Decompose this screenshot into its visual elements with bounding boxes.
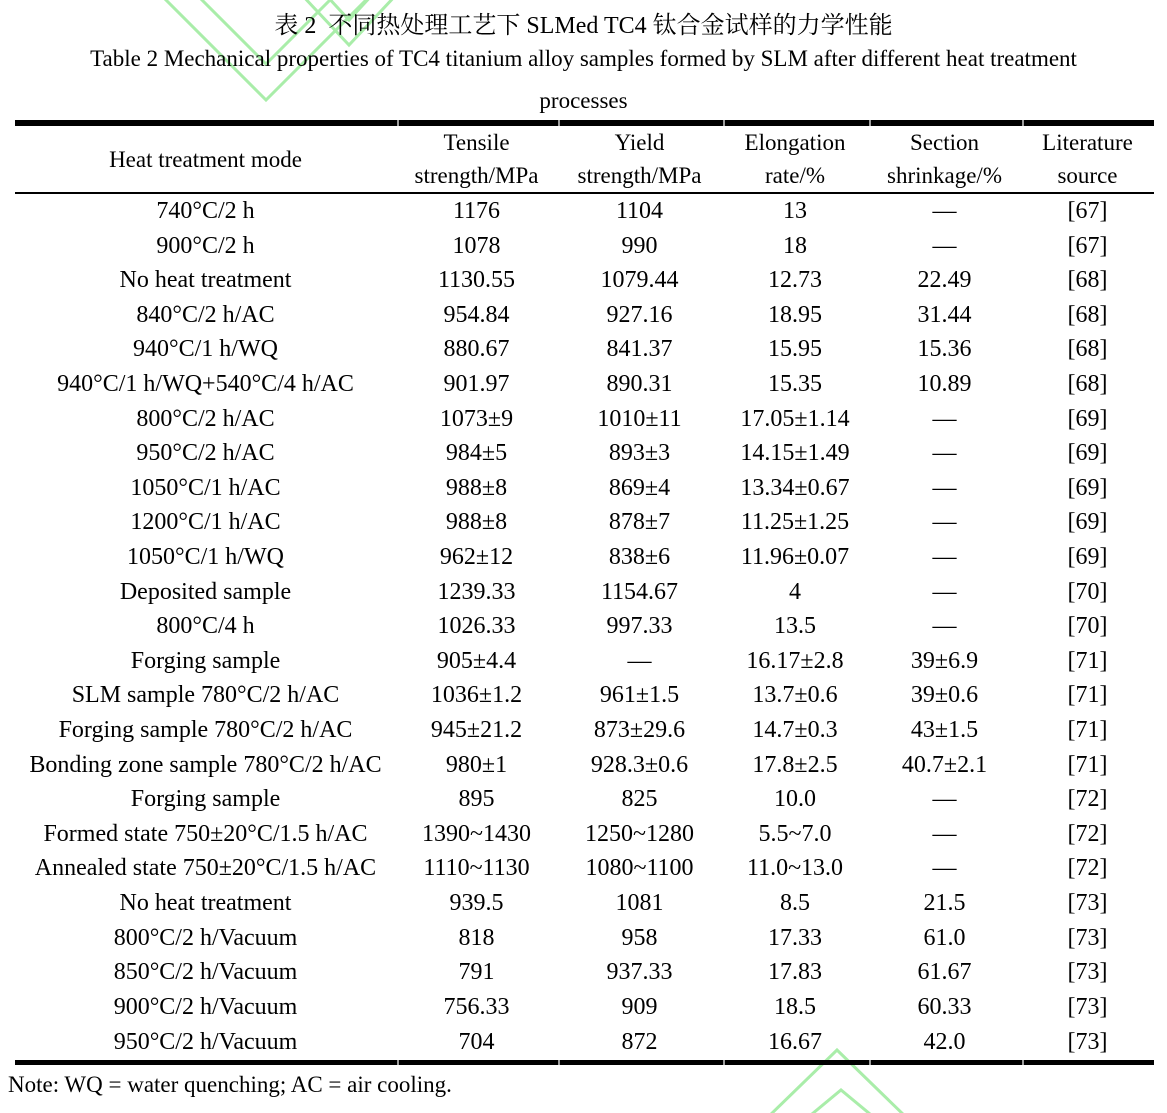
table-cell: 60.33 [917,993,972,1020]
table-cell: 15.95 [768,336,822,363]
table-cell: 16.67 [768,1028,822,1055]
table-cell: 840°C/2 h/AC [136,301,275,328]
table-cell: 880.67 [443,336,510,363]
table-cell: 893±3 [608,440,671,467]
table-cell: Forging sample 780°C/2 h/AC [58,716,353,743]
table-cell: Formed state 750±20°C/1.5 h/AC [43,820,368,847]
table-cell: SLM sample 780°C/2 h/AC [71,682,340,709]
table-cell: 988±8 [445,474,508,501]
table-cell: 10.0 [774,786,816,813]
table-cell: [69] [1067,405,1108,432]
table-cell: 5.5~7.0 [758,820,832,847]
table-cell: 950°C/2 h/AC [136,440,275,467]
header-line: rate/% [764,163,825,188]
table-cell: [72] [1067,820,1108,847]
table-cell: 1250~1280 [585,820,694,847]
column-tick [558,120,560,126]
table-row [15,852,1154,887]
table-cell: — [932,474,957,501]
table-cell: — [932,405,957,432]
header-line: Elongation [744,130,846,155]
table-cell: Annealed state 750±20°C/1.5 h/AC [34,855,377,882]
table-cell: — [627,647,652,674]
table-cell: 1026.33 [437,613,516,640]
table-cell: Forging sample [130,647,281,674]
table-cell: 1036±1.2 [430,682,523,709]
table-cell: 945±21.2 [430,716,523,743]
table-cell: [68] [1067,336,1108,363]
table-cell: 15.36 [917,336,972,363]
table-cell: 1130.55 [437,267,516,294]
table-cell: 1073±9 [439,405,514,432]
table-cell: 791 [458,959,495,986]
table-cell: 997.33 [606,613,673,640]
table-cell: 61.0 [923,924,966,951]
table-cell: 31.44 [917,301,972,328]
table-cell: 13.34±0.67 [740,474,850,501]
table-cell: 740°C/2 h [156,197,255,224]
table-cell: [73] [1067,993,1108,1020]
table-row [15,229,1154,264]
table-cell: [67] [1067,197,1108,224]
table-cell: 940°C/1 h/WQ+540°C/4 h/AC [57,371,354,398]
table-row [15,471,1154,506]
table-row [15,782,1154,817]
table-cell: 895 [458,786,495,813]
table-cell: 909 [621,993,658,1020]
table-cell: [70] [1067,578,1108,605]
table-row [15,193,1154,229]
table-cell: 11.96±0.07 [740,544,850,571]
column-tick [1022,1060,1024,1065]
table-cell: 1050°C/1 h/WQ [127,544,284,571]
table-cell: [70] [1067,613,1108,640]
table-cell: 928.3±0.6 [590,751,689,778]
table-row [15,1025,1154,1063]
table-cell: 4 [789,578,801,605]
table-row [15,748,1154,783]
table-cell: 40.7±2.1 [901,751,988,778]
table-cell: [69] [1067,509,1108,536]
header-yield-strength [557,123,722,193]
table-cell: 43±1.5 [910,716,979,743]
table-cell: No heat treatment [119,889,292,916]
table-caption-english-line1: Table 2 Mechanical properties of TC4 titanium alloy samples formed by SLM after different heat treatment [90,46,1077,71]
table-row [15,886,1154,921]
table-row [15,333,1154,368]
table-cell: 39±6.9 [910,647,979,674]
table-cell: 61.67 [917,959,972,986]
table-cell: 958 [621,924,658,951]
table-cell: 962±12 [439,544,514,571]
table-cell: 18.5 [774,993,816,1020]
table-row [15,367,1154,402]
column-tick [723,1060,725,1065]
table-cell: 818 [458,924,495,951]
table-cell: 905±4.4 [436,647,517,674]
table-cell: 17.83 [768,959,822,986]
table-cell: 704 [458,1028,495,1055]
table-cell: — [932,786,957,813]
table-cell: [68] [1067,301,1108,328]
table-row [15,575,1154,610]
column-tick [1022,120,1024,126]
table-cell: 980±1 [445,751,508,778]
table-cell: [67] [1067,232,1108,259]
table-cell: 800°C/2 h/Vacuum [113,924,298,951]
table-cell: [68] [1067,267,1108,294]
table-cell: Forging sample [130,786,281,813]
table-cell: 1239.33 [437,578,516,605]
table-cell: 869±4 [608,474,671,501]
table-cell: [72] [1067,786,1108,813]
table-cell: 17.33 [768,924,822,951]
table-cell: 11.25±1.25 [740,509,850,536]
table-cell: 1200°C/1 h/AC [130,509,281,536]
table-cell: 937.33 [606,959,673,986]
table-cell: 15.35 [768,371,822,398]
table-cell: — [932,578,957,605]
table-cell: 1110~1130 [423,855,530,882]
table-cell: 927.16 [606,301,673,328]
table-cell: 39±0.6 [910,682,979,709]
table-cell: [73] [1067,889,1108,916]
table-cell: 800°C/2 h/AC [136,405,275,432]
table-cell: — [932,440,957,467]
table-row [15,402,1154,437]
header-line: source [1057,163,1118,188]
table-cell: [73] [1067,924,1108,951]
header-line: Section [910,130,979,155]
table-cell: [72] [1067,855,1108,882]
table-cell: 850°C/2 h/Vacuum [113,959,298,986]
table-cell: No heat treatment [119,267,292,294]
column-tick [869,1060,871,1065]
table-cell: 1079.44 [600,267,679,294]
table-cell: [73] [1067,1028,1108,1055]
table-cell: 18.95 [768,301,822,328]
table-cell: 950°C/2 h/Vacuum [113,1028,298,1055]
table-cell: 8.5 [780,889,810,916]
column-tick [869,120,871,126]
table-cell: [71] [1067,682,1108,709]
table-body [15,193,1154,1063]
table-cell: 11.0~13.0 [746,855,844,882]
header-elongation-rate [722,123,868,193]
table-row [15,263,1154,298]
table-cell: — [932,820,957,847]
table-row [15,540,1154,575]
table-cell: 1078 [452,232,501,259]
table-cell: 13 [783,197,807,224]
table-cell: 838±6 [608,544,671,571]
table-cell: 890.31 [606,371,673,398]
table-row [15,298,1154,333]
table-caption-english-line2: processes [539,88,628,113]
table-row [15,955,1154,990]
table-caption-chinese: 表 2 不同热处理工艺下 SLMed TC4 钛合金试样的力学性能 [274,13,893,39]
table-cell: 873±29.6 [593,716,686,743]
table-row [15,644,1154,679]
header-line: strength/MPa [414,163,539,188]
table-row [15,713,1154,748]
table-row [15,609,1154,644]
table-cell: 756.33 [443,993,510,1020]
table-cell: — [932,544,957,571]
table-cell: 13.5 [774,613,816,640]
table-cell: 1176 [452,197,501,224]
mechanical-properties-table [15,120,1154,1065]
header-line: shrinkage/% [887,163,1002,188]
table-cell: 961±1.5 [599,682,680,709]
table-cell: Bonding zone sample 780°C/2 h/AC [29,751,382,778]
table-cell: — [932,855,957,882]
table-cell: 872 [621,1028,658,1055]
table-row [15,921,1154,956]
header-line: Heat treatment mode [109,146,302,172]
table-cell: 42.0 [923,1028,966,1055]
table-cell: [71] [1067,751,1108,778]
table-cell: Deposited sample [119,578,292,605]
table-cell: — [932,613,957,640]
header-line: Tensile [443,130,510,155]
table-row [15,817,1154,852]
table-cell: 1081 [615,889,664,916]
column-tick [397,1060,399,1065]
table-cell: 900°C/2 h [156,232,255,259]
header-row [15,123,1154,193]
table-cell: 10.89 [917,371,972,398]
table-cell: 825 [621,786,658,813]
table-row [15,990,1154,1025]
table-cell: — [932,197,957,224]
table-row [15,506,1154,541]
header-literature-source [1021,123,1154,193]
table-cell: 984±5 [445,440,508,467]
table-cell: 17.05±1.14 [740,405,850,432]
header-line: Literature [1042,130,1133,155]
header-heat-treatment-mode [15,123,396,193]
table-row [15,679,1154,714]
header-section-shrinkage [868,123,1021,193]
header-line: Yield [614,130,665,155]
table-cell: [71] [1067,647,1108,674]
table-cell: 1010±11 [597,405,682,432]
table-cell: 878±7 [608,509,671,536]
table-cell: [69] [1067,544,1108,571]
table-cell: 14.7±0.3 [752,716,838,743]
table-cell: 18 [783,232,807,259]
table-cell: 13.7±0.6 [752,682,838,709]
table-cell: 14.15±1.49 [740,440,850,467]
table-cell: 22.49 [917,267,972,294]
table-cell: 800°C/4 h [156,613,255,640]
column-tick [723,120,725,126]
header-tensile-strength [396,123,557,193]
table-cell: 954.84 [443,301,510,328]
table-cell: 939.5 [449,889,504,916]
table-cell: [69] [1067,440,1108,467]
table-cell: [71] [1067,716,1108,743]
table-cell: 1080~1100 [585,855,694,882]
table-cell: [68] [1067,371,1108,398]
table-cell: 17.8±2.5 [752,751,838,778]
column-tick [397,120,399,126]
table-cell: 988±8 [445,509,508,536]
table-cell: 1104 [615,197,664,224]
table-cell: 1154.67 [600,578,679,605]
table-cell: 1050°C/1 h/AC [130,474,281,501]
table-row [15,436,1154,471]
table-cell: 900°C/2 h/Vacuum [113,993,298,1020]
table-cell: 901.97 [443,371,510,398]
table-cell: 16.17±2.8 [746,647,844,674]
table-cell: 21.5 [923,889,966,916]
table-cell: 940°C/1 h/WQ [133,336,278,363]
table-cell: [69] [1067,474,1108,501]
table-header [15,123,1154,193]
column-tick [558,1060,560,1065]
table-cell: — [932,509,957,536]
table-footnote: Note: WQ = water quenching; AC = air cooling. [8,1072,452,1097]
header-line: strength/MPa [577,163,702,188]
table-cell: [73] [1067,959,1108,986]
table-cell: — [932,232,957,259]
table-cell: 1390~1430 [422,820,531,847]
table-cell: 990 [621,232,658,259]
table-cell: 841.37 [606,336,673,363]
table-cell: 12.73 [768,267,822,294]
